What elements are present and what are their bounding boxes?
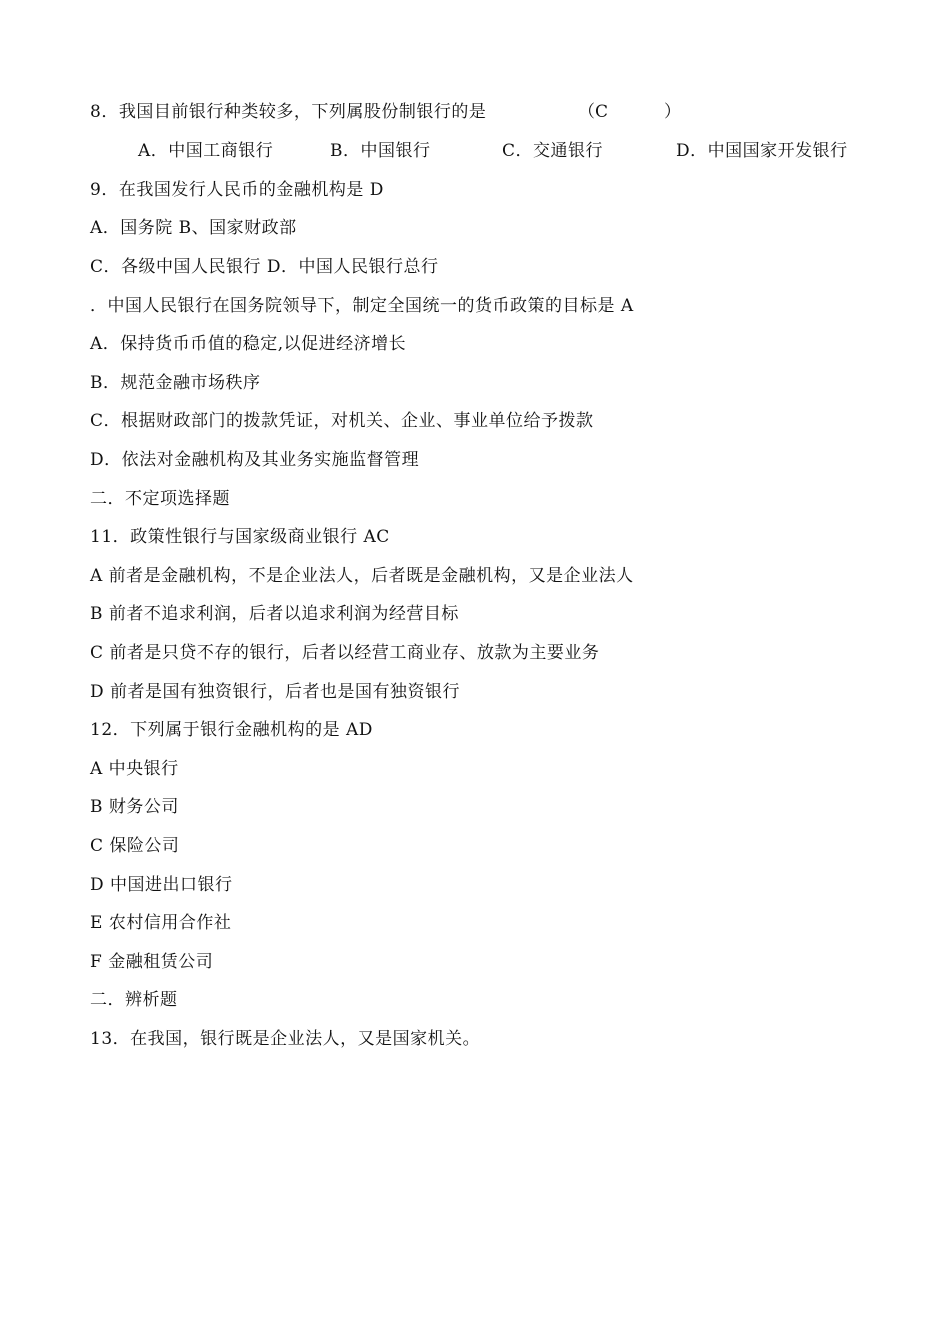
question-11-text: 11．政策性银行与国家级商业银行 AC: [90, 527, 390, 547]
question-8-answer-close: ）: [664, 102, 681, 122]
section-title-analysis: 二．辨析题: [90, 990, 178, 1010]
question-8-option-a: A．中国工商银行: [138, 141, 274, 161]
question-12-option-a: A 中央银行: [90, 759, 179, 779]
question-10-option-a: A．保持货币币值的稳定,以促进经济增长: [90, 334, 407, 354]
question-11-option-c: C 前者是只贷不存的银行，后者以经营工商业存、放款为主要业务: [90, 643, 600, 663]
question-8-option-b: B．中国银行: [330, 141, 431, 161]
question-11-option-a: A 前者是金融机构，不是企业法人，后者既是金融机构，又是企业法人: [90, 566, 634, 586]
question-12-option-d: D 中国进出口银行: [90, 875, 233, 895]
question-8-option-c: C．交通银行: [502, 141, 604, 161]
question-10-option-b: B．规范金融市场秩序: [90, 373, 261, 393]
question-8-option-d: D．中国国家开发银行: [676, 141, 848, 161]
question-12-option-c: C 保险公司: [90, 836, 180, 856]
question-12-option-b: B 财务公司: [90, 797, 179, 817]
question-8-answer-open: （C: [578, 102, 609, 122]
question-13-text: 13．在我国，银行既是企业法人，又是国家机关。: [90, 1029, 481, 1049]
question-12-option-f: F 金融租赁公司: [90, 952, 214, 972]
question-9-options-line2: C．各级中国人民银行 D．中国人民银行总行: [90, 257, 439, 277]
question-10-option-c: C．根据财政部门的拨款凭证，对机关、企业、事业单位给予拨款: [90, 411, 594, 431]
question-11-option-d: D 前者是国有独资银行，后者也是国有独资银行: [90, 682, 461, 702]
question-12-option-e: E 农村信用合作社: [90, 913, 232, 933]
question-9-options-line1: A．国务院 B、国家财政部: [90, 218, 297, 238]
question-10-option-d: D．依法对金融机构及其业务实施监督管理: [90, 450, 420, 470]
question-8-text: 8．我国目前银行种类较多，下列属股份制银行的是: [90, 102, 487, 122]
question-9-text: 9．在我国发行人民币的金融机构是 D: [90, 180, 384, 200]
question-10-text: ．中国人民银行在国务院领导下，制定全国统一的货币政策的目标是 A: [90, 296, 634, 316]
section-title-multiple-choice: 二．不定项选择题: [90, 489, 230, 509]
question-12-text: 12．下列属于银行金融机构的是 AD: [90, 720, 373, 740]
question-11-option-b: B 前者不追求利润，后者以追求利润为经营目标: [90, 604, 459, 624]
